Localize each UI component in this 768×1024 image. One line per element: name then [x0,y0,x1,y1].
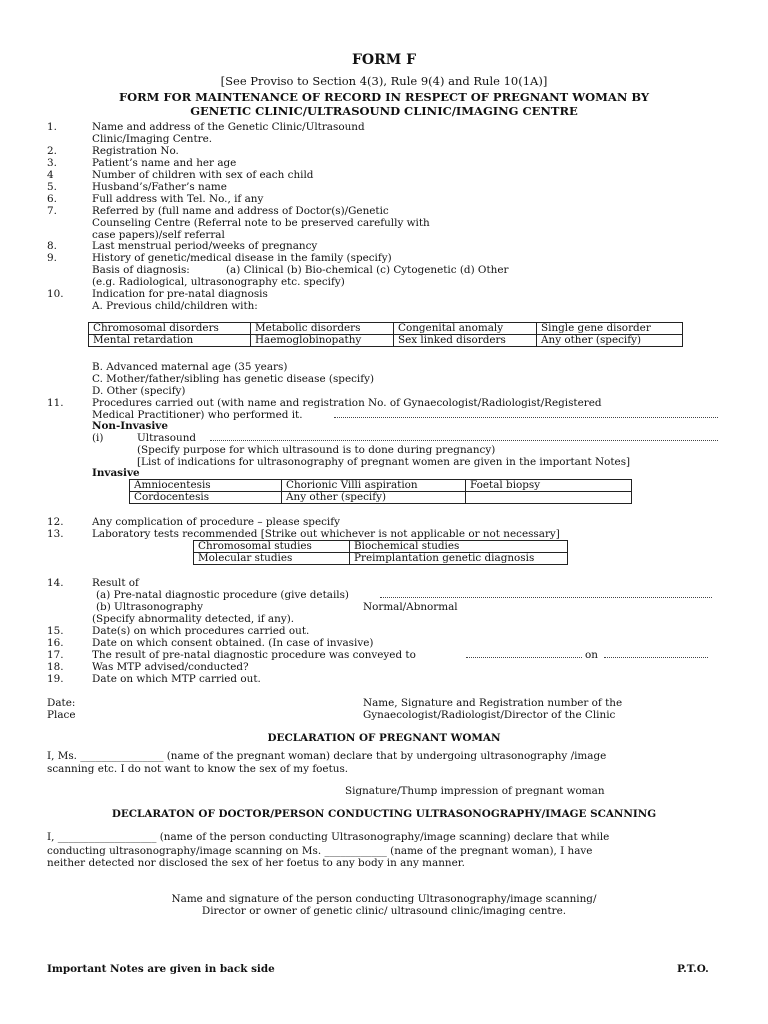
declaration-woman-title: DECLARATION OF PREGNANT WOMAN [267,732,501,744]
item-number: 14. [47,577,64,589]
indication-a: A. Previous child/children with: [92,300,258,312]
item-text: History of genetic/medical disease in the family (specify) [92,252,392,264]
item-text: Counseling Centre (Referral note to be preserved carefully with [92,217,430,229]
item-number: 4 [47,169,54,181]
indication-c: C. Mother/father/sibling has genetic disease (specify) [92,373,375,385]
table-row [194,553,568,565]
fill-line [466,657,582,658]
table-cell: Metabolic disorders [251,323,394,335]
proviso-line: [See Proviso to Section 4(3), Rule 9(4) and Rule 10(1A)] [220,74,548,88]
table-cell: Congenital anomaly [394,323,537,335]
result-specify: (Specify abnormality detected, if any). [92,613,295,625]
table-row [130,480,632,492]
item-text: case papers)/self referral [92,229,225,241]
signature-caption: Name, Signature and Registration number of the [363,697,623,709]
result-a: (a) Pre-natal diagnostic procedure (give details) [96,589,349,601]
ultrasound-label: Ultrasound [137,432,197,444]
sub-item-number: (i) [92,432,104,444]
table-row [89,323,683,335]
item-text: Number of children with sex of each child [92,169,314,181]
item-text: Any complication of procedure – please specify [92,516,340,528]
doctor-signature-caption: Director or owner of genetic clinic/ ultrasound clinic/imaging centre. [201,905,567,917]
invasive-table [129,479,632,504]
item-text: Patient’s name and her age [92,157,237,169]
item-number: 3. [47,157,57,169]
declaration-doctor-text: conducting ultrasonography/image scanning on Ms. ____________ (name of the pregnant woman), I have [47,845,593,857]
invasive-heading: Invasive [92,467,140,479]
item-number: 13. [47,528,64,540]
item-text: Result of [92,577,139,589]
item-number: 12. [47,516,64,528]
item-number: 10. [47,288,64,300]
item-text: on [585,649,598,661]
item-text: Husband’s/Father’s name [92,181,227,193]
table-cell: Biochemical studies [350,541,568,553]
item-text: The result of pre-natal diagnostic procedure was conveyed to [92,649,416,661]
declaration-doctor-title: DECLARATON OF DOCTOR/PERSON CONDUCTING ULTRASONOGRAPHY/IMAGE SCANNING [111,808,657,820]
item-number: 5. [47,181,57,193]
previous-children-table [88,322,683,347]
doctor-signature-caption: Name and signature of the person conducting Ultrasonography/image scanning/ [171,893,597,905]
form-heading-line1: FORM FOR MAINTENANCE OF RECORD IN RESPECT OF PREGNANT WOMAN BY [118,90,650,104]
item-number: 15. [47,625,64,637]
ultrasound-note: [List of indications for ultrasonography of pregnant women are given in the important Notes] [137,456,631,468]
important-notes-footer: Important Notes are given in back side [47,963,275,975]
declaration-woman-text: scanning etc. I do not want to know the sex of my foetus. [47,763,349,775]
signature-caption: Gynaecologist/Radiologist/Director of the Clinic [363,709,616,721]
item-text: Medical Practitioner) who performed it. [92,409,303,421]
result-b-value: Normal/Abnormal [363,601,458,613]
item-number: 19. [47,673,64,685]
basis-options: (a) Clinical (b) Bio-chemical (c) Cytogenetic (d) Other [226,264,509,276]
fill-line [334,417,718,418]
table-row [130,492,632,504]
item-text: Clinic/Imaging Centre. [92,133,213,145]
item-number: 11. [47,397,64,409]
item-text: Name and address of the Genetic Clinic/Ultrasound [92,121,365,133]
table-cell: Single gene disorder [537,323,683,335]
form-heading-line2: GENETIC CLINIC/ULTRASOUND CLINIC/IMAGING CENTRE [190,104,578,118]
basis-example: (e.g. Radiological, ultrasonography etc. specify) [92,276,345,288]
ultrasound-note: (Specify purpose for which ultrasound is to done during pregnancy) [137,444,496,456]
item-number: 18. [47,661,64,673]
table-row [89,335,683,347]
item-number: 1. [47,121,57,133]
date-label: Date: [47,697,76,709]
declaration-doctor-text: neither detected nor disclosed the sex of her foetus to any body in any manner. [47,857,465,869]
item-text: Indication for pre-natal diagnosis [92,288,268,300]
item-number: 8. [47,240,57,252]
pto-label: P.T.O. [677,963,709,975]
fill-line [604,657,708,658]
item-text: Laboratory tests recommended [Strike out whichever is not applicable or not necessary] [92,528,560,540]
item-number: 9. [47,252,57,264]
table-cell: Any other (specify) [282,492,466,504]
item-text: Last menstrual period/weeks of pregnancy [92,240,318,252]
item-number: 7. [47,205,57,217]
declaration-doctor-text: I, ___________________ (name of the person conducting Ultrasonography/image scanning) declare that while [47,831,610,843]
item-number: 17. [47,649,64,661]
fill-line [380,597,712,598]
table-cell: Haemoglobinopathy [251,335,394,347]
table-row [194,541,568,553]
table-cell: Sex linked disorders [394,335,537,347]
indication-b: B. Advanced maternal age (35 years) [92,361,288,373]
item-number: 2. [47,145,57,157]
table-cell: Mental retardation [89,335,251,347]
table-cell: Chorionic Villi aspiration [282,480,466,492]
item-text: Referred by (full name and address of Doctor(s)/Genetic [92,205,389,217]
item-text: Date on which consent obtained. (In case of invasive) [92,637,374,649]
item-number: 16. [47,637,64,649]
result-b: (b) Ultrasonography [96,601,204,613]
form-title: FORM F [351,52,417,68]
item-text: Full address with Tel. No., if any [92,193,264,205]
table-cell: Any other (specify) [537,335,683,347]
item-text: Date(s) on which procedures carried out. [92,625,310,637]
indication-d: D. Other (specify) [92,385,186,397]
item-number: 6. [47,193,57,205]
item-text: Was MTP advised/conducted? [92,661,249,673]
non-invasive-heading: Non-Invasive [92,420,168,432]
table-cell: Preimplantation genetic diagnosis [350,553,568,565]
item-text: Registration No. [92,145,179,157]
table-cell: Amniocentesis [130,480,282,492]
basis-label: Basis of diagnosis: [92,264,190,276]
table-cell: Chromosomal studies [194,541,350,553]
declaration-woman-text: I, Ms. ________________ (name of the pregnant woman) declare that by undergoing ultrasonography /image [47,750,607,762]
fill-line [210,440,718,441]
table-cell: Cordocentesis [130,492,282,504]
item-text: Date on which MTP carried out. [92,673,261,685]
table-cell: Foetal biopsy [466,480,632,492]
lab-tests-table [193,540,568,565]
table-cell: Chromosomal disorders [89,323,251,335]
item-text: Procedures carried out (with name and registration No. of Gynaecologist/Radiologist/Registered [92,397,602,409]
table-cell [466,492,632,504]
place-label: Place [47,709,76,721]
table-cell: Molecular studies [194,553,350,565]
woman-signature-caption: Signature/Thump impression of pregnant woman [345,785,605,797]
